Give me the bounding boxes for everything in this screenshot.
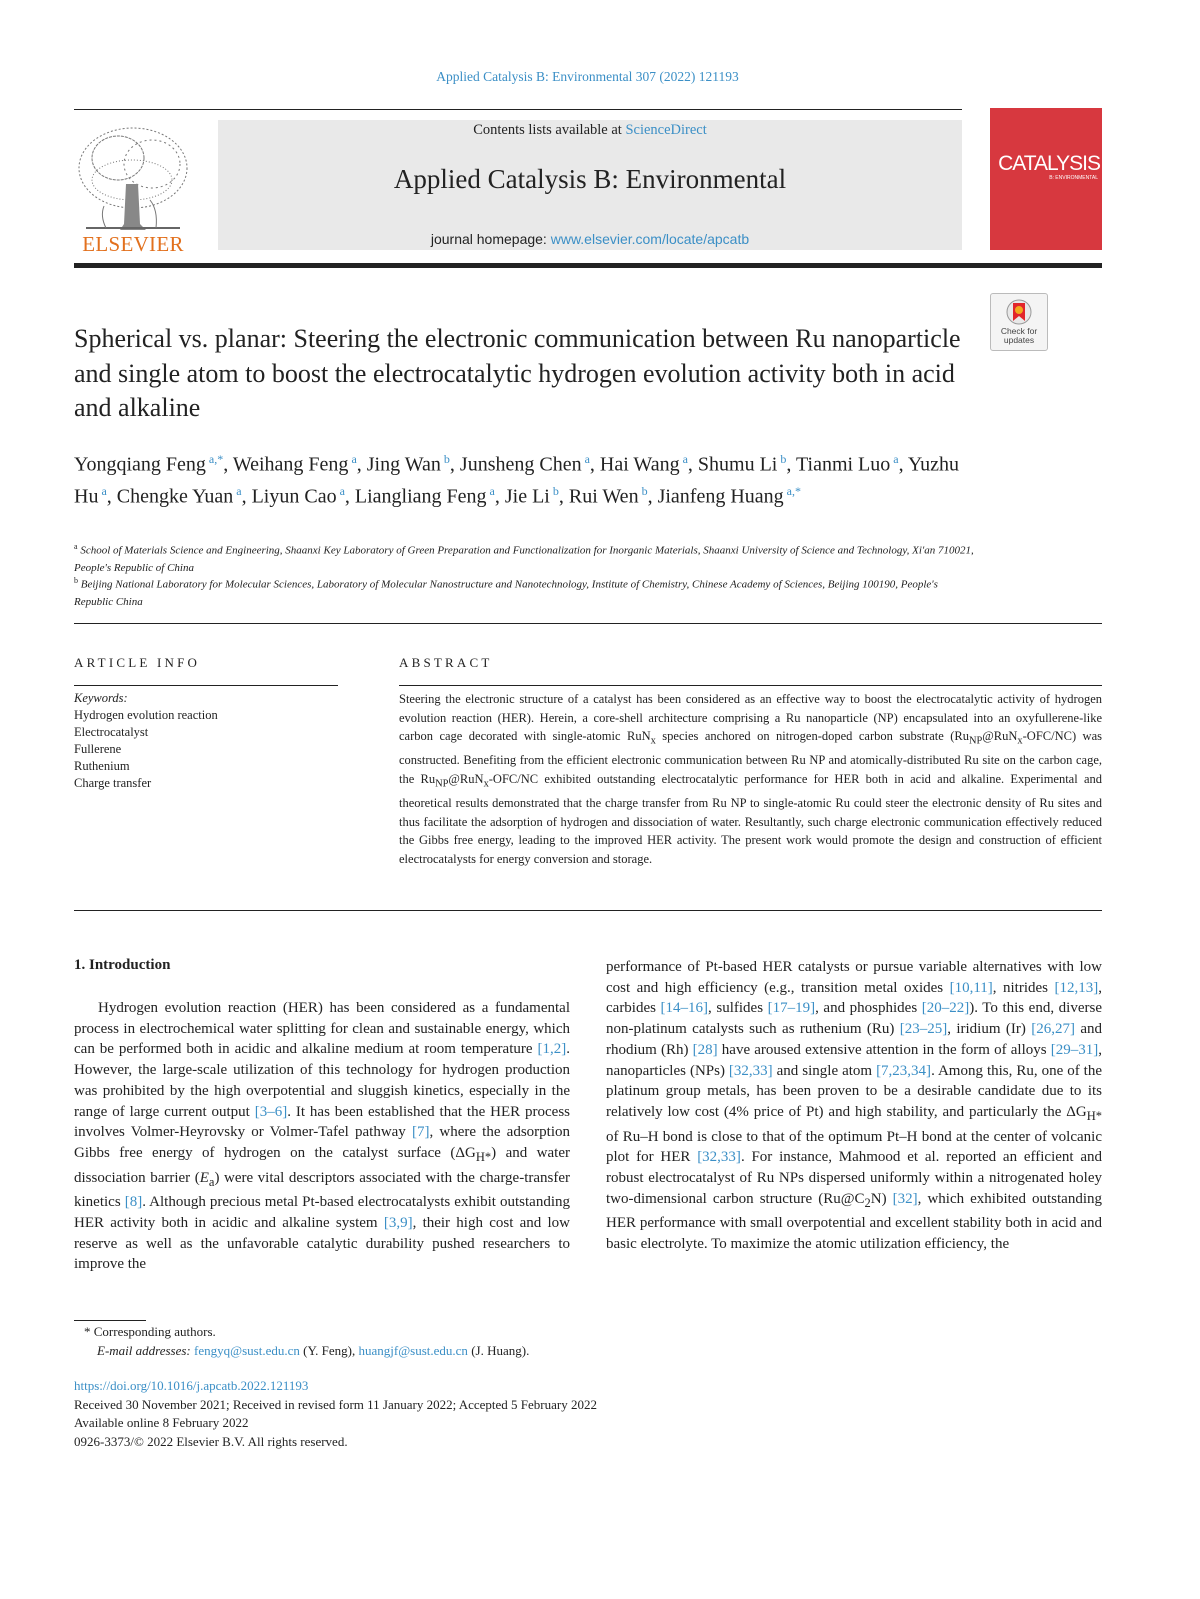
homepage-link[interactable]: www.elsevier.com/locate/apcatb (550, 231, 750, 247)
article-info-rule (74, 685, 338, 686)
author-name[interactable]: Chengke Yuan (116, 485, 234, 508)
abstract-sub: x (650, 735, 656, 747)
affiliation-b (74, 572, 974, 611)
reference-link[interactable]: [14–16] (660, 1000, 709, 1017)
body-text: . Among this, Ru, one of the platinum group metals, has been proven to be a desirable candidate due to its relatively low cost (4% price of Pt) and high stability, and particularly the ΔG (606, 1062, 1102, 1120)
header-bottom-rule (74, 263, 1102, 268)
subscript: H* (1086, 1108, 1102, 1123)
reference-link[interactable]: [23–25] (899, 1021, 948, 1038)
body-text: , nanoparticles (NPs) (606, 1041, 1102, 1079)
corresponding-footnote (84, 1323, 216, 1342)
footnote-rule (74, 1320, 146, 1321)
journal-title: Applied Catalysis B: Environmental (393, 164, 787, 194)
body-text: , sulfides (708, 1000, 768, 1017)
author-name[interactable]: Tianmi Luo (796, 453, 891, 476)
corresponding-label: Corresponding authors. (93, 1324, 216, 1339)
author-name[interactable]: Jing Wan (366, 453, 441, 476)
abstract-seg: -OFC/NC) was constructed. Benefiting from the efficient electronic communication between Ru NP and atomically-distributed Ru site on the carbon cage, the Ru (399, 729, 1102, 786)
contents-prefix: Contents lists available at (473, 122, 626, 138)
author-affiliation-mark[interactable]: b (777, 452, 787, 466)
abstract-sub: x (483, 778, 489, 790)
body-text: N) (870, 1190, 893, 1207)
journal-cover-image[interactable] (990, 108, 1102, 250)
abstract-seg: @RuN (448, 771, 484, 786)
keyword-item: Hydrogen evolution reaction (74, 708, 218, 722)
author-name[interactable]: Shumu Li (697, 453, 778, 476)
author-affiliation-mark[interactable]: a (890, 452, 899, 466)
introduction-heading: 1. Introduction (74, 957, 171, 973)
footnote-mark: * (84, 1324, 91, 1339)
journal-header (218, 120, 962, 250)
homepage-prefix: journal homepage: (430, 231, 551, 247)
affiliation-a-text: School of Materials Science and Engineering, Shaanxi Key Laboratory of Green Preparation and Functionalization for Inorganic Materials, Shaanxi University of Science and Technology, Xi'an 710021, People's Republic of China (74, 544, 974, 574)
body-text: ). To this end, diverse non-platinum catalysts such as ruthenium (Ru) (606, 1000, 1102, 1038)
author-affiliation-mark[interactable]: a (348, 452, 357, 466)
author-name[interactable]: Jie Li (504, 485, 550, 508)
abstract-seg: -OFC/NC exhibited outstanding electrocatalytic performance for HER both in acid and alkaline. Experimental and theoretical results demonstrated that the charge transfer from Ru NP to single-atomic Ru could steer the electronic density of Ru sites and thus facilitate the adsorption of hydrogen and dissociation of water. Resultantly, such charge electronic communication effectively reduced the Gibbs free energy, leading to the improved HER activity. The present work would promote the design and construction of efficient electrocatalysts for energy conversion and storage. (399, 771, 1102, 866)
header-top-rule (74, 109, 962, 110)
body-text: , which exhibited outstanding HER performance with small overpotential and excellent stability both in acid and basic electrolyte. To maximize the atomic utilization efficiency, the (606, 1190, 1103, 1253)
reference-link[interactable]: [7,23,34] (876, 1062, 932, 1079)
email-link-huang[interactable]: huangjf@sust.edu.cn (358, 1343, 468, 1358)
body-text: ) were vital descriptors associated with the charge-transfer kinetics (74, 1169, 571, 1211)
body-text: ) and water dissociation barrier ( (74, 1144, 570, 1186)
bookmark-icon (1005, 298, 1033, 326)
body-text: , iridium (Ir) (947, 1021, 1032, 1038)
italic-symbol: E (199, 1169, 209, 1186)
abstract-seg: @RuN (982, 729, 1018, 744)
abstract-seg: Steering the electronic structure of a catalyst has been considered as an effective way to boost the electrocatalytic activity of hydrogen evolution reaction (HER). Herein, a core-shell architecture comprising a Ru nanoparticle (NP) encapsulated into an oxyfullerene-like carbon cage decorated with single-atomic RuN (399, 692, 1102, 744)
abstract-rule (399, 685, 1102, 686)
keyword-item: Fullerene (74, 742, 122, 756)
reference-link[interactable]: [32,33] (697, 1149, 741, 1166)
introduction-left-column (74, 998, 570, 1275)
sciencedirect-link[interactable]: ScienceDirect (625, 122, 707, 138)
body-text: , nitrides (992, 979, 1055, 996)
reference-link[interactable]: [7] (411, 1124, 430, 1141)
affiliation-rule (74, 623, 1102, 624)
reference-link[interactable]: [26,27] (1031, 1021, 1075, 1038)
keywords-block (74, 690, 339, 792)
author-affiliation-mark[interactable]: a (486, 483, 495, 498)
email-owner: (Y. Feng), (299, 1343, 359, 1358)
author-affiliation-mark[interactable]: a (233, 483, 242, 498)
affiliation-a (74, 538, 974, 577)
abstract-bottom-rule (74, 910, 1102, 911)
body-text: , and phosphides (815, 1000, 922, 1017)
keywords-label: Keywords: (74, 691, 128, 705)
author-name[interactable]: Junsheng Chen (459, 453, 582, 476)
body-text: , their high cost and low reserve as well as the unfavorable catalytic durability pushed researchers to improve the (74, 1215, 570, 1273)
abstract-sub: NP (968, 735, 983, 747)
body-text: Hydrogen evolution reaction (HER) has been considered as a fundamental process in electrochemical water splitting for clean and sustainable energy, which can be performed both in acidic and alkaline medium at room temperature (74, 1000, 570, 1058)
available-online: Available online 8 February 2022 (74, 1415, 249, 1430)
abstract-text (399, 690, 1102, 868)
author-name[interactable]: Weihang Feng (232, 453, 349, 476)
keyword-item: Electrocatalyst (74, 725, 149, 739)
check-for-updates-badge[interactable] (990, 293, 1048, 351)
reference-link[interactable]: [12,13] (1054, 979, 1099, 996)
cover-title: CATALYSIS (998, 152, 1100, 175)
email-footnote (97, 1342, 529, 1361)
body-text: . For instance, Mahmood et al. reported an efficient and robust electrocatalyst of Ru NPs dispersed uniformly within a nitrogenated holey two-dimensional carbon structure (Ru@C (606, 1149, 1103, 1207)
elsevier-wordmark: ELSEVIER (82, 232, 184, 256)
email-link-feng[interactable]: fengyq@sust.edu.cn (194, 1343, 300, 1358)
author-name[interactable]: Liyun Cao (251, 485, 337, 508)
subscript: H* (475, 1149, 492, 1164)
reference-link[interactable]: [32] (892, 1190, 918, 1207)
abstract-sub: x (1017, 735, 1023, 747)
author-affiliation-mark[interactable]: a,* (783, 483, 801, 498)
journal-citation[interactable]: Applied Catalysis B: Environmental 307 (2022) 121193 (436, 69, 739, 84)
reference-link[interactable]: [3–6] (254, 1103, 288, 1120)
doi-link[interactable]: https://doi.org/10.1016/j.apcatb.2022.121193 (74, 1378, 309, 1393)
paper-title: Spherical vs. planar: Steering the electronic communication between Ru nanoparticle and single atom to boost the electrocatalytic hydrogen evolution activity both in acid and alkaline (74, 324, 961, 422)
reference-link[interactable]: [10,11] (949, 979, 993, 996)
affiliation-b-mark: b (74, 576, 78, 585)
author-affiliation-mark[interactable]: a (581, 452, 590, 466)
body-text: performance of Pt-based HER catalysts or pursue variable alternatives with low cost and high efficiency (e.g., transition metal oxides (606, 959, 1102, 996)
author-name[interactable]: Liangliang Feng (354, 485, 487, 508)
introduction-right-column (606, 957, 1102, 1255)
author-affiliation-mark[interactable]: a (336, 483, 345, 498)
author-affiliation-mark[interactable]: b (440, 452, 450, 466)
abstract-heading: ABSTRACT (399, 655, 493, 670)
body-text: and single atom (772, 1062, 877, 1079)
email-owner: (J. Huang). (467, 1343, 530, 1358)
keyword-item: Charge transfer (74, 776, 152, 790)
reference-link[interactable]: [29–31] (1050, 1041, 1099, 1058)
body-text: , where the adsorption Gibbs free energy of hydrogen on the catalyst surface (ΔG (74, 1124, 570, 1161)
author-affiliation-mark[interactable]: a (679, 452, 688, 466)
reference-link[interactable]: [20–22] (921, 1000, 970, 1017)
author-name[interactable]: Hai Wang (599, 453, 680, 476)
body-text: of Ru–H bond is close to that of the optimum Pt–H bond at the center of volcanic plot for HER (606, 1128, 1102, 1166)
affiliation-b-text: Beijing National Laboratory for Molecular Sciences, Laboratory of Molecular Nanostructure and Nanotechnology, Institute of Chemistry, Chinese Academy of Sciences, Beijing 100190, People's Republic China (74, 578, 938, 608)
author-affiliation-mark[interactable]: a (98, 483, 107, 498)
check-updates-label: Check for updates (1000, 326, 1038, 345)
keyword-item: Ruthenium (74, 759, 130, 773)
received-dates: Received 30 November 2021; Received in revised form 11 January 2022; Accepted 5 February 2022 (74, 1397, 597, 1412)
subscript: a (208, 1174, 215, 1189)
abstract-seg: species anchored on nitrogen-doped carbon substrate (Ru (655, 729, 969, 744)
body-text: and rhodium (Rh) (606, 1021, 1102, 1058)
contents-line (218, 122, 962, 139)
author-name[interactable]: Jianfeng Huang (657, 485, 784, 508)
author-affiliation-mark[interactable]: b (638, 483, 648, 498)
copyright: 0926-3373/© 2022 Elsevier B.V. All rights reserved. (74, 1434, 348, 1449)
article-info-heading: ARTICLE INFO (74, 655, 201, 670)
email-label: E-mail addresses: (97, 1343, 191, 1358)
reference-link[interactable]: [32,33] (728, 1062, 773, 1079)
author-list: Yongqiang Feng $^{a,*}$, Weihang Feng $^a$, Jing Wan $^b$, Junsheng Chen $^a$, Hai Wang $^a$, Shumu Li $^b$, Tianmi Luo $^a$, Yuzhu Hu $^a$, Chengke Yuan $^a$, Liyun Cao $^a$, Liangliang Feng $^a$, Jie Li $^b$, Rui Wen $^b$, Jianfeng Huang $^{a,*}$ (74, 452, 959, 508)
body-text: . It has been established that the HER process involves Volmer-Heyrovsky or Volmer-Tafel pathway (74, 1103, 570, 1141)
reference-link[interactable]: [17–19] (767, 1000, 816, 1017)
body-text: . However, the large-scale utilization of this technology for hydrogen production was prohibited by the high overpotential and sluggish kinetics, especially in the range of large current output (74, 1041, 570, 1120)
reference-link[interactable]: [8] (124, 1194, 143, 1211)
reference-link[interactable]: [28] (692, 1041, 718, 1058)
author-affiliation-mark[interactable]: a,* (205, 452, 224, 466)
abstract-sub: NP (435, 778, 449, 790)
homepage-line (218, 231, 962, 247)
subscript: 2 (864, 1195, 871, 1210)
reference-link[interactable]: [3,9] (383, 1215, 413, 1232)
author-affiliation-mark[interactable]: b (549, 483, 559, 498)
body-text: have aroused extensive attention in the form of alloys (717, 1041, 1051, 1058)
body-text: . Although precious metal Pt-based electrocatalysts exhibit outstanding HER activity both in acidic and alkaline system (74, 1194, 570, 1232)
body-text: , carbides (606, 979, 1102, 1017)
affiliation-a-mark: a (74, 542, 78, 551)
author-name[interactable]: Rui Wen (568, 485, 639, 508)
cover-subtitle: B: ENVIRONMENTAL (1049, 175, 1098, 181)
author-name[interactable]: Yuzhu Hu (74, 453, 959, 508)
reference-link[interactable]: [1,2] (537, 1041, 567, 1058)
author-name[interactable]: Yongqiang Feng (74, 453, 206, 476)
